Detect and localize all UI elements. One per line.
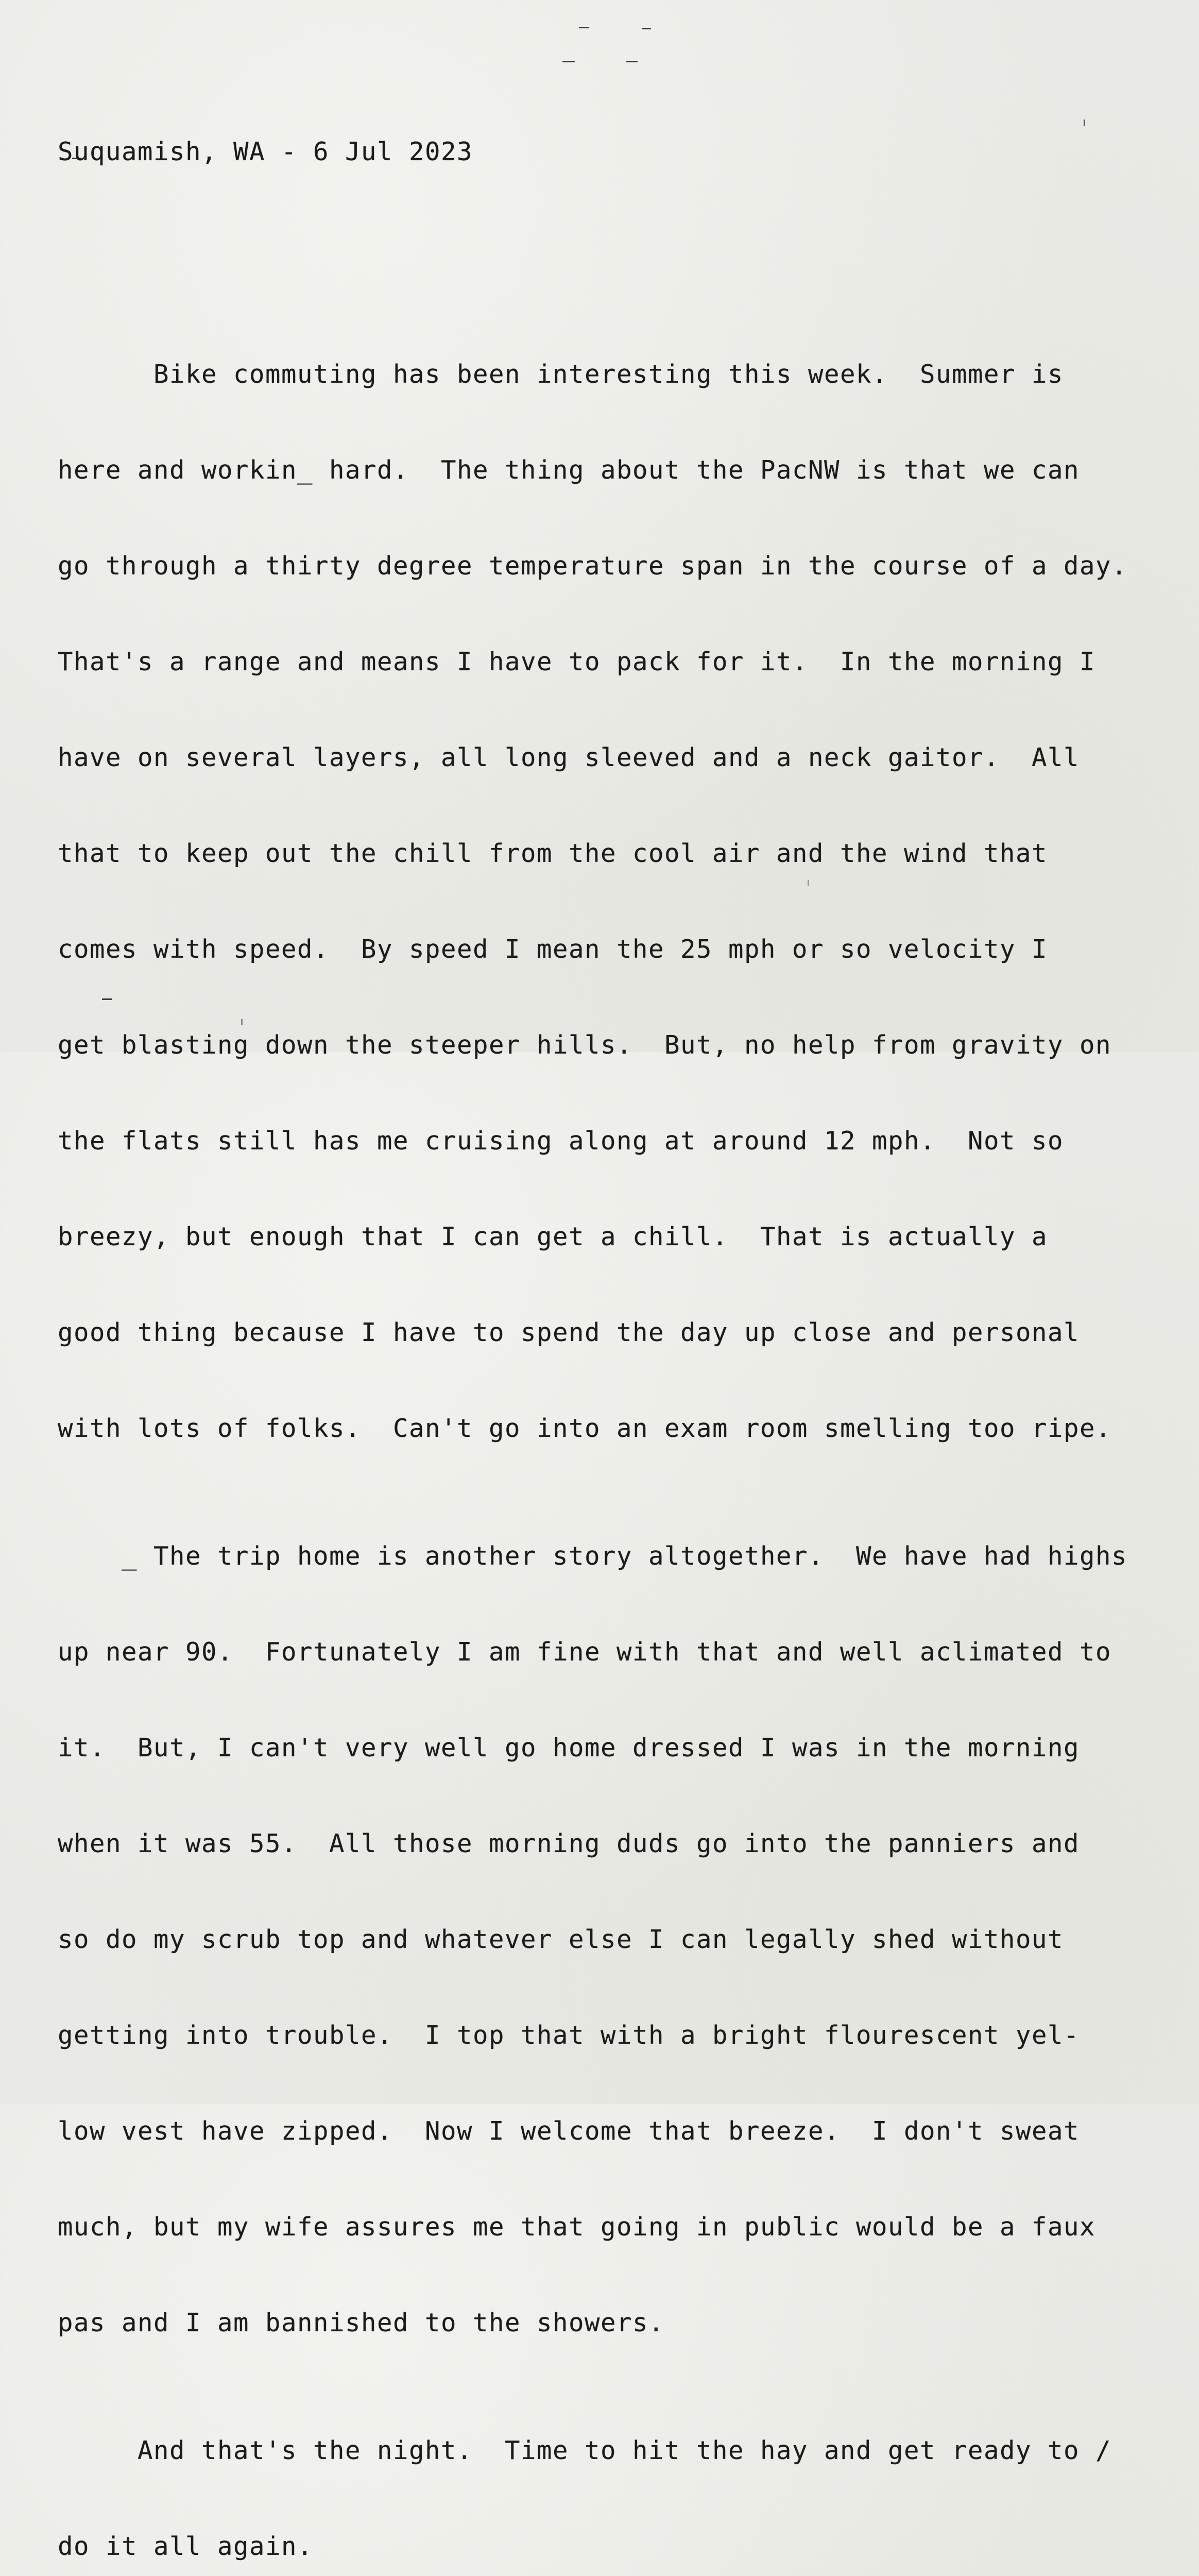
text-line: breezy, but enough that I can get a chill. That is actually a <box>58 1222 1048 1251</box>
text-line: good thing because I have to spend the day up close and personal <box>58 1318 1080 1347</box>
text-line: have on several layers, all long sleeved and a neck gaitor. All <box>58 743 1080 772</box>
text-line: getting into trouble. I top that with a bright flourescent yel- <box>58 2021 1080 2050</box>
text-line: it. But, I can't very well go home dressed I was in the morning <box>58 1733 1080 1762</box>
text-line: so do my scrub top and whatever else I can legally shed without <box>58 1925 1064 1954</box>
text-line: go through a thirty degree temperature span in the course of a day. <box>58 551 1128 581</box>
text-line: that to keep out the chill from the cool air and the wind that <box>58 839 1048 868</box>
stray-mark <box>626 61 638 62</box>
stray-mark <box>562 61 575 62</box>
text-line: up near 90. Fortunately I am fine with that and well aclimated to <box>58 1637 1112 1667</box>
stray-mark <box>642 28 651 29</box>
text-line: do it all again. <box>58 2532 314 2561</box>
text-line: pas and I am bannished to the showers. <box>58 2308 665 2337</box>
letter-text <box>58 72 1165 2576</box>
text-line: And that's the night. Time to hit the hay and get ready to / <box>58 2436 1112 2465</box>
text-line: _ The trip home is another story altogether. We have had highs <box>58 1541 1128 1571</box>
text-line: That's a range and means I have to pack for it. In the morning I <box>58 647 1096 676</box>
text-line: low vest have zipped. Now I welcome that breeze. I don't sweat <box>58 2116 1080 2146</box>
dateline: Suquamish, WA - 6 Jul 2023 <box>58 137 473 166</box>
text-line: comes with speed. By speed I mean the 25 mph or so velocity I <box>58 935 1048 964</box>
text-line: with lots of folks. Can't go into an exam room smelling too ripe. <box>58 1414 1112 1443</box>
text-line: Bike commuting has been interesting this week. Summer is <box>58 360 1064 389</box>
text-line: get blasting down the steeper hills. But, no help from gravity on <box>58 1030 1112 1060</box>
text-line: the flats still has me cruising along at around 12 mph. Not so <box>58 1126 1064 1156</box>
stray-mark <box>579 27 589 28</box>
text-line: much, but my wife assures me that going in public would be a faux <box>58 2212 1096 2242</box>
text-line: when it was 55. All those morning duds go into the panniers and <box>58 1829 1080 1858</box>
text-line: here and workin_ hard. The thing about the PacNW is that we can <box>58 455 1080 485</box>
